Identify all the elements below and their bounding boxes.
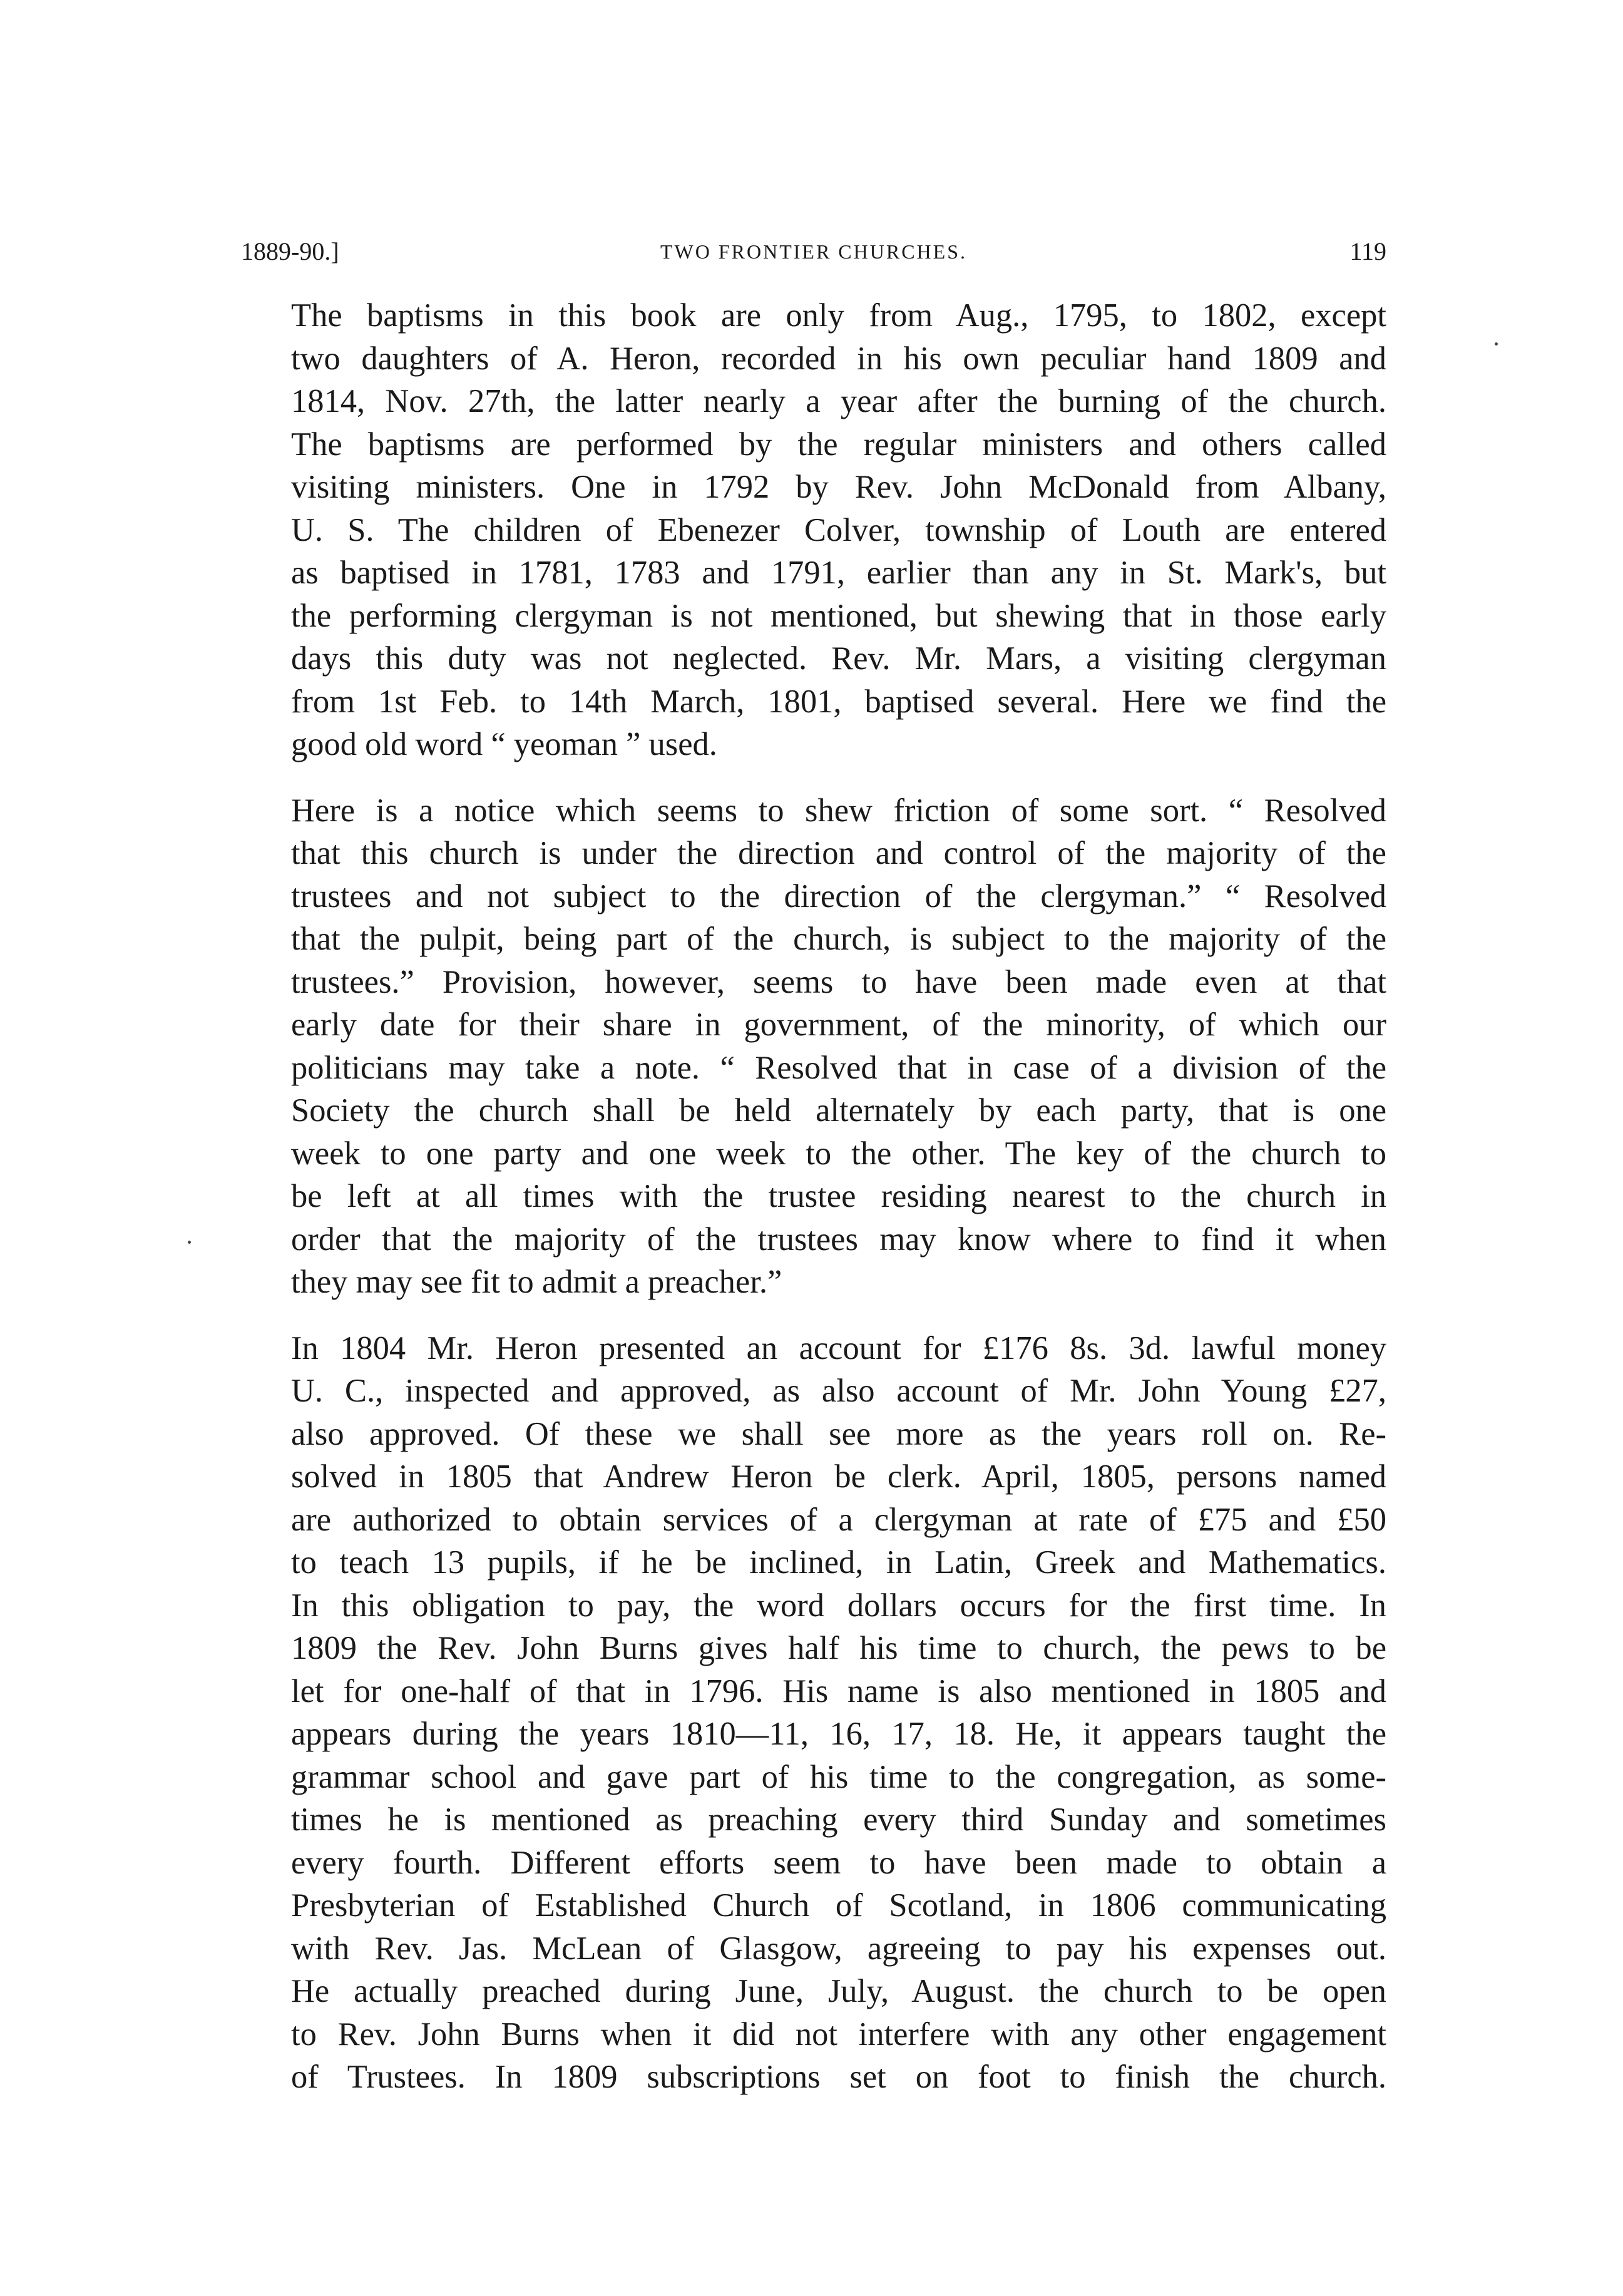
running-head <box>241 233 1386 270</box>
text-line: that this church is under the direction and control of the majority of the <box>291 835 1386 871</box>
margin-speck <box>188 1241 191 1244</box>
text-line: week to one party and one week to the other. The key of the church to <box>291 1135 1386 1172</box>
text-line: to Rev. John Burns when it did not interfere with any other engagement <box>291 2016 1386 2053</box>
text-line: order that the majority of the trustees may know where to find it when <box>291 1221 1386 1258</box>
text-line: politicians may take a note. “ Resolved that in case of a division of the <box>291 1049 1386 1086</box>
paragraph-accounts <box>241 1327 1386 2099</box>
text-line: the performing clergyman is not mentioned, but shewing that in those early <box>291 597 1386 634</box>
text-line: let for one-half of that in 1796. His name is also mentioned in 1805 and <box>291 1673 1386 1709</box>
text-line: Presbyterian of Established Church of Scotland, in 1806 communicating <box>291 1887 1386 1924</box>
text-line: they may see fit to admit a preacher.” <box>291 1264 782 1300</box>
text-line: that the pulpit, being part of the church, is subject to the majority of the <box>291 921 1386 957</box>
text-line: early date for their share in government, of the minority, of which our <box>291 1007 1386 1043</box>
text-line: In this obligation to pay, the word dollars occurs for the first time. In <box>291 1587 1386 1624</box>
text-line: solved in 1805 that Andrew Heron be clerk. April, 1805, persons named <box>291 1458 1386 1495</box>
text-line: grammar school and gave part of his time to the congregation, as some- <box>291 1758 1386 1795</box>
text-line: every fourth. Different efforts seem to have been made to obtain a <box>291 1844 1386 1881</box>
text-line: with Rev. Jas. McLean of Glasgow, agreeing to pay his expenses out. <box>291 1930 1386 1967</box>
text-line: 1809 the Rev. John Burns gives half his time to church, the pews to be <box>291 1630 1386 1666</box>
text-line: Society the church shall be held alternately by each party, that is one <box>291 1092 1386 1129</box>
text-line: to teach 13 pupils, if he be inclined, in Latin, Greek and Mathematics. <box>291 1544 1386 1581</box>
running-head-date: 1889-90.] <box>241 237 339 265</box>
text-line: two daughters of A. Heron, recorded in his own peculiar hand 1809 and <box>291 340 1386 377</box>
body-text <box>241 294 1386 2099</box>
text-line: of Trustees. In 1809 subscriptions set on foot to finish the church. <box>291 2059 1386 2095</box>
text-line: The baptisms are performed by the regular ministers and others called <box>291 426 1386 463</box>
text-line: also approved. Of these we shall see more as the years roll on. Re- <box>291 1415 1386 1452</box>
text-line: 1814, Nov. 27th, the latter nearly a year after the burning of the church. <box>291 383 1386 419</box>
text-line: trustees.” Provision, however, seems to have been made even at that <box>291 963 1386 1000</box>
text-line: days this duty was not neglected. Rev. Mr. Mars, a visiting clergyman <box>291 640 1386 677</box>
text-line: U. C., inspected and approved, as also account of Mr. John Young £27, <box>291 1373 1386 1409</box>
text-line: from 1st Feb. to 14th March, 1801, baptised several. Here we find the <box>291 683 1386 720</box>
text-line: good old word “ yeoman ” used. <box>291 726 717 762</box>
text-line: Here is a notice which seems to shew friction of some sort. “ Resolved <box>291 792 1386 829</box>
text-line: as baptised in 1781, 1783 and 1791, earlier than any in St. Mark's, but <box>291 555 1386 591</box>
text-line: He actually preached during June, July, August. the church to be open <box>291 1973 1386 2009</box>
paragraph-friction <box>241 789 1386 1304</box>
paragraph-baptisms <box>241 294 1386 766</box>
text-line: are authorized to obtain services of a clergyman at rate of £75 and £50 <box>291 1501 1386 1538</box>
page-number: 119 <box>1349 237 1386 265</box>
text-line: In 1804 Mr. Heron presented an account for £176 8s. 3d. lawful money <box>291 1330 1386 1366</box>
text-line: U. S. The children of Ebenezer Colver, township of Louth are entered <box>291 511 1386 548</box>
text-line: be left at all times with the trustee residing nearest to the church in <box>291 1178 1386 1214</box>
running-head-title: TWO FRONTIER CHURCHES. <box>660 240 967 263</box>
text-line: trustees and not subject to the direction of the clergyman.” “ Resolved <box>291 878 1386 915</box>
text-line: The baptisms in this book are only from Aug., 1795, to 1802, except <box>291 297 1386 334</box>
text-line: times he is mentioned as preaching every third Sunday and sometimes <box>291 1801 1386 1838</box>
text-line: appears during the years 1810—11, 16, 17, 18. He, it appears taught the <box>291 1716 1386 1752</box>
text-line: visiting ministers. One in 1792 by Rev. John McDonald from Albany, <box>291 469 1386 505</box>
margin-speck <box>1495 342 1498 346</box>
